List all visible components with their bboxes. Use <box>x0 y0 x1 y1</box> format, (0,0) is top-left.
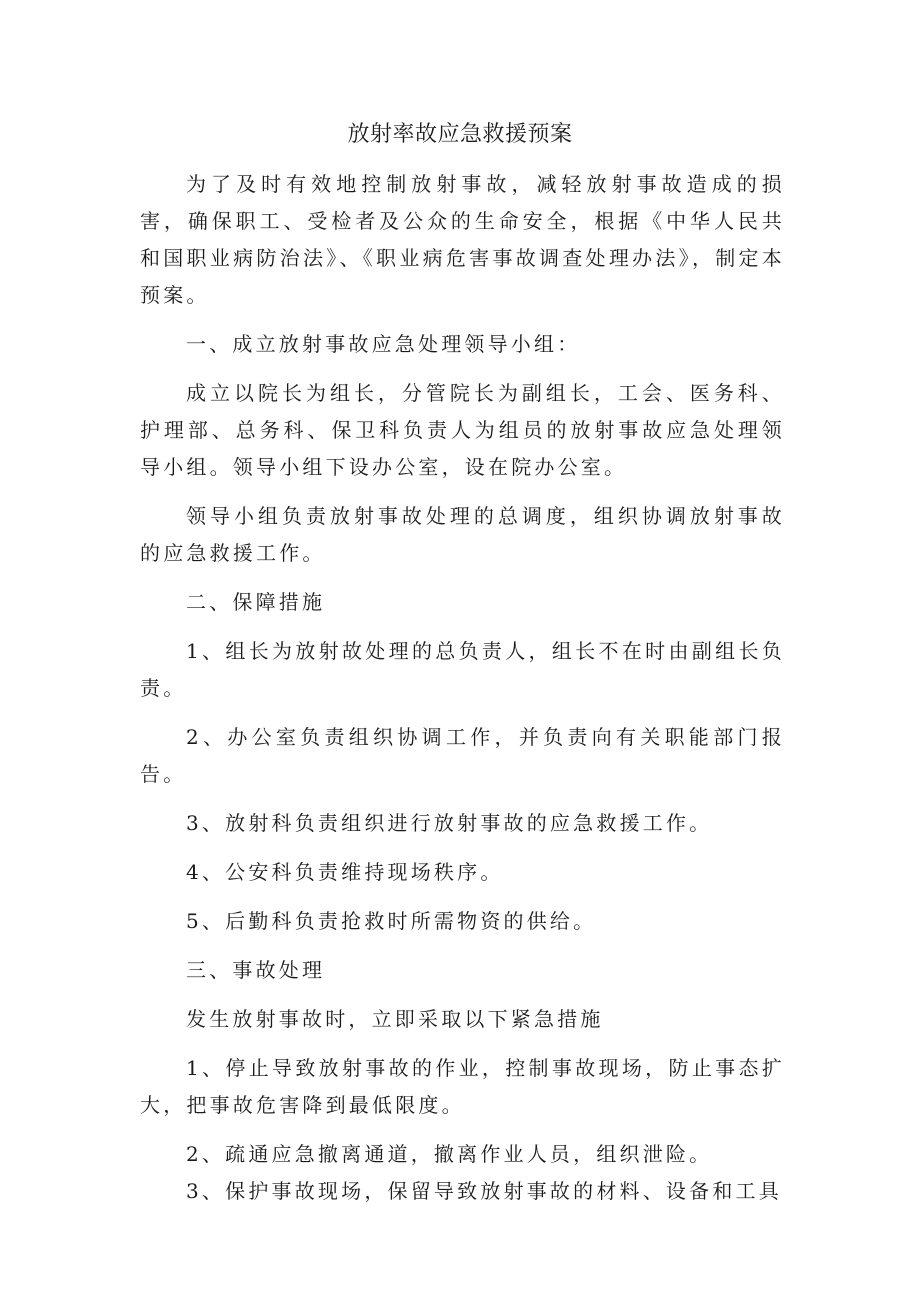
section-3-heading: 三、事故处理 <box>186 958 326 982</box>
document-body <box>140 166 785 1210</box>
section-3-intro: 发生放射事故时，立即采取以下紧急措施 <box>186 1007 604 1031</box>
section-2-item-5: 5、后勤科负责抢救时所需物资的供给。 <box>186 909 597 933</box>
section-3-item-3: 3、保护事故现场，保留导致放射事故的材料、设备和工具 <box>186 1179 782 1203</box>
section-3-item-1: 1、停止导致放射事故的作业，控制事故现场，防止事态扩大，把事故危害降到最低限度。 <box>140 1056 785 1117</box>
intro-paragraph: 为了及时有效地控制放射事故，减轻放射事故造成的损害，确保职工、受检者及公众的生命安全，根据《中华人民共和国职业病防治法》、《职业病危害事故调查处理办法》，制定本预案。 <box>140 172 785 307</box>
section-2-item-3: 3、放射科负责组织进行放射事故的应急救援工作。 <box>186 811 713 835</box>
section-2-item-4: 4、公安科负责维持现场秩序。 <box>186 860 504 884</box>
section-1-paragraph-2: 领导小组负责放射事故处理的总调度，组织协调放射事故的应急救援工作。 <box>140 504 785 565</box>
section-2-item-2: 2、办公室负责组织协调工作，并负责向有关职能部门报告。 <box>140 725 785 786</box>
section-2-heading: 二、保障措施 <box>186 590 326 614</box>
section-1-heading: 一、成立放射事故应急处理领导小组： <box>186 332 581 356</box>
section-2-item-1: 1、组长为放射故处理的总负责人，组长不在时由副组长负责。 <box>140 639 785 700</box>
document-title: 放射率故应急救援预案 <box>347 122 573 147</box>
section-1-paragraph-1: 成立以院长为组长，分管院长为副组长，工会、医务科、护理部、总务科、保卫科负责人为组员的放射事故应急处理领导小组。领导小组下设办公室，设在院办公室。 <box>140 381 785 479</box>
section-3-item-2: 2、疏通应急撤离通道，撤离作业人员，组织泄险。 <box>186 1142 713 1166</box>
